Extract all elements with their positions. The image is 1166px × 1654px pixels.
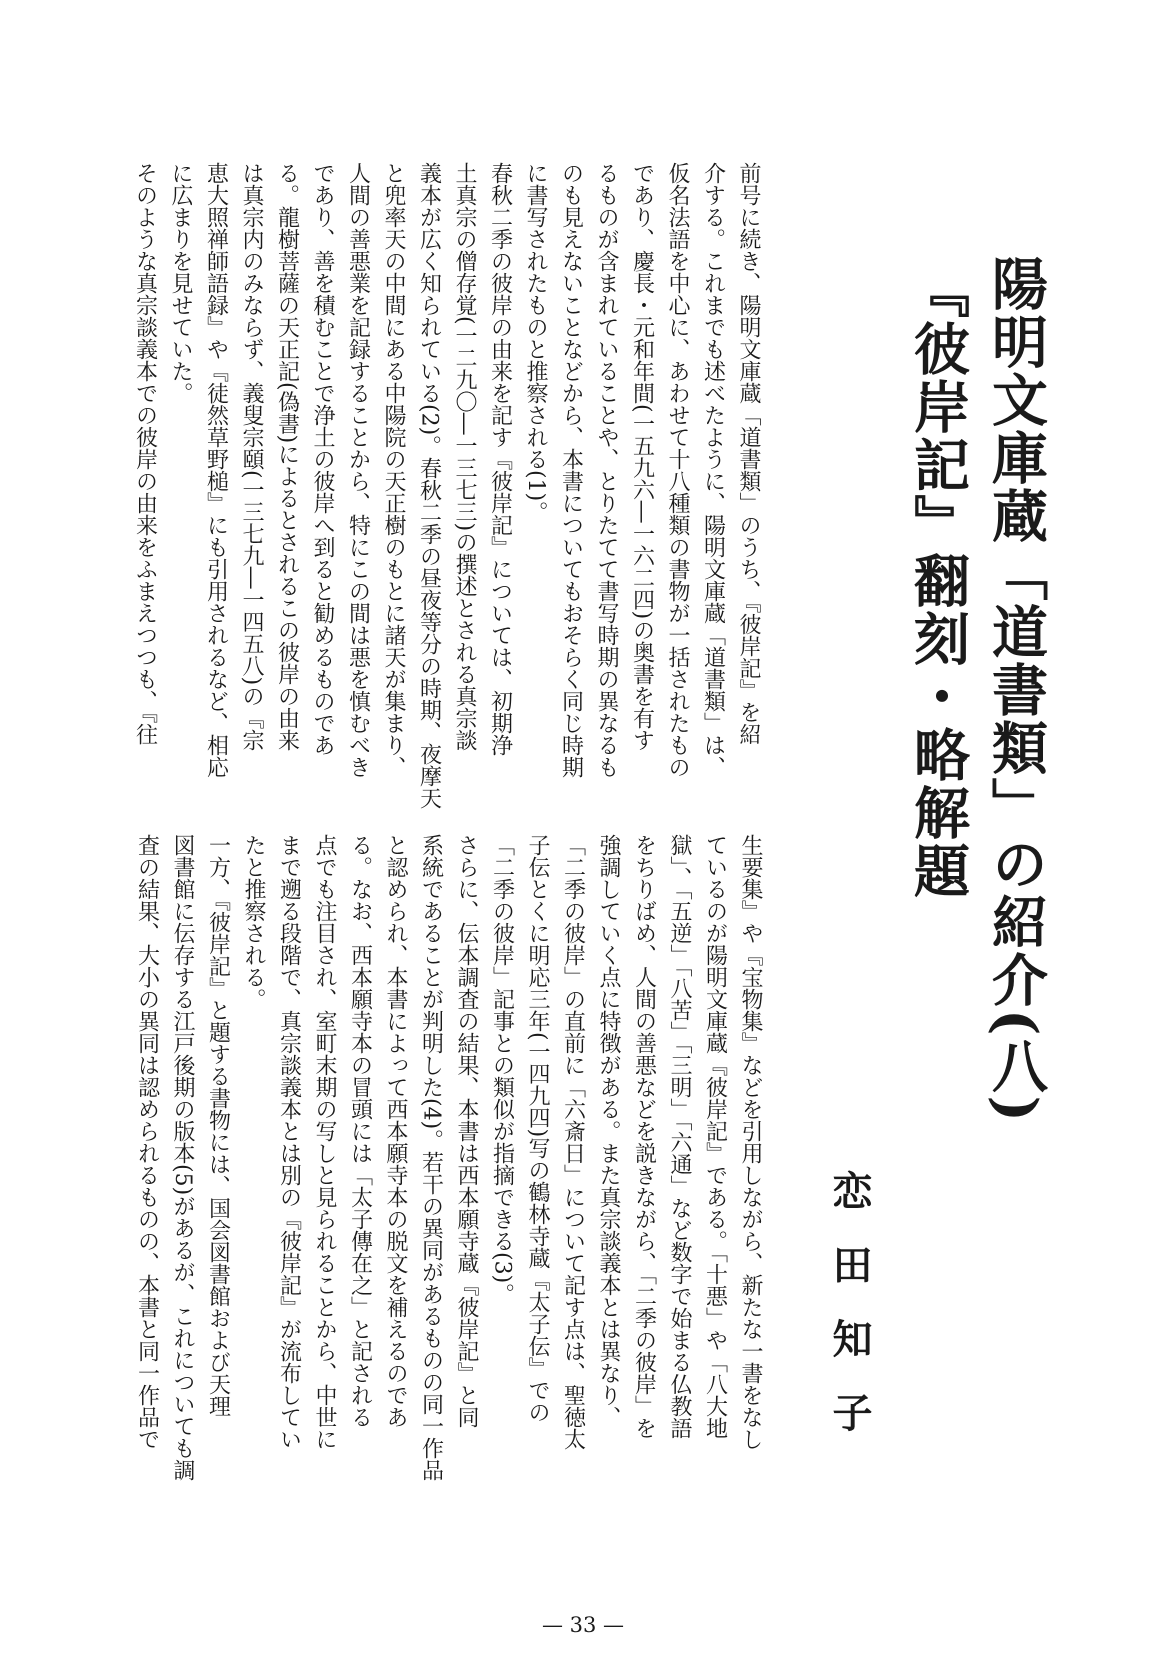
author-name: 恋田知子 [826, 1170, 873, 1466]
text-column: 介する。これまでも述べたように、陽明文庫蔵「道書類」は、 [700, 162, 726, 778]
text-column: さらに、伝本調査の結果、本書は西本願寺蔵『彼岸記』と同 [454, 834, 479, 1428]
text-column: 系統であることが判明した(4)。若干の異同があるものの同一作品 [418, 834, 444, 1482]
article-title-line-2: 『彼岸記』翻刻・略解題 [905, 262, 971, 900]
text-column: に書写されたものと推察される(1)。 [523, 162, 548, 524]
text-column: 査の結果、大小の異同は認められるものの、本書と同一作品で [134, 834, 160, 1450]
text-column: ているのが陽明文庫蔵『彼岸記』である。「十悪」や「八大地 [702, 834, 728, 1439]
text-column: であり、善を積むことで浄土の彼岸へ到ると勧めるものであ [310, 162, 335, 756]
text-column: たと推察される。 [241, 834, 266, 1010]
text-column: 「二季の彼岸」の直前に「六斎日」について記す点は、聖徳太 [560, 834, 586, 1450]
text-column: のも見えないことなどから、本書についてもおそらく同じ時期 [558, 162, 584, 778]
text-column: そのような真宗談義本での彼岸の由来をふまえつつも、『往 [132, 162, 158, 745]
text-column: 子伝とくに明応三年(一四九四)写の鶴林寺蔵『太子伝』での [525, 834, 550, 1424]
text-column: まで遡る段階で、真宗談義本とは別の『彼岸記』が流布してい [276, 834, 302, 1450]
text-column: 獄」、「五逆」「八苦」「三明」「六通」など数字で始まる仏教語 [667, 834, 692, 1439]
text-column: 土真宗の僧存覚(一二九〇―一三七三)の撰述とされる真宗談 [452, 162, 477, 752]
text-column: 「二季の彼岸」記事との類似が指摘できる(3)。 [489, 834, 515, 1306]
text-column: 前号に続き、陽明文庫蔵「道書類」のうち、『彼岸記』を紹 [736, 162, 761, 745]
text-column: る。なお、西本願寺本の冒頭には「太子傳在之」と記される [347, 834, 373, 1428]
text-column: 強調していく点に特徴がある。また真宗談義本とは異なり、 [596, 834, 621, 1428]
text-column: と兜率天の中間にある中陽院の天正樹のもとに諸天が集まり、 [381, 162, 406, 778]
text-column: 義本が広く知られている(2)。春秋二季の昼夜等分の時期、夜摩天 [416, 162, 442, 810]
text-column: るものが含まれていることや、とりたてて書写時期の異なるも [594, 162, 619, 778]
article-title-line-1: 陽明文庫蔵「道書類」の紹介(八) [983, 255, 1049, 1124]
text-column: に広まりを見せていた。 [168, 162, 193, 404]
text-column: 図書館に伝存する江戸後期の版本(5)があるが、これについても調 [170, 834, 195, 1482]
text-column: は真宗内のみならず、義叟宗頤(一三七九―一四五八)の『宗 [239, 162, 264, 752]
text-column: 春秋二季の彼岸の由来を記す『彼岸記』については、初期浄 [487, 162, 513, 756]
text-column: と認められ、本書によって西本願寺本の脱文を補えるのであ [383, 834, 408, 1428]
text-column: 点でも注目され、室町末期の写しと見られることから、中世に [312, 834, 337, 1450]
text-column: 仮名法語を中心に、あわせて十八種類の書物が一括されたもの [665, 162, 690, 778]
text-column: をちりばめ、人間の善悪などを説きながら、「二季の彼岸」を [631, 834, 657, 1439]
text-column: る。龍樹菩薩の天正記(偽書)によるとされるこの彼岸の由来 [274, 162, 300, 752]
text-column: 一方、『彼岸記』と題する書物には、国会図書館および天理 [205, 834, 231, 1417]
text-column: であり、慶長・元和年間(一五九六―一六二四)の奥書を有す [629, 162, 655, 752]
page-number: — 33 — [541, 1613, 625, 1637]
text-column: 生要集』や『宝物集』などを引用しながら、新たな一書をなし [738, 834, 763, 1450]
text-column: 恵大照禅師語録』や『徒然草野槌』にも引用されるなど、相応 [203, 162, 229, 778]
text-column: 人間の善悪業を記録することから、特にこの間は悪を慎むべき [345, 162, 371, 778]
